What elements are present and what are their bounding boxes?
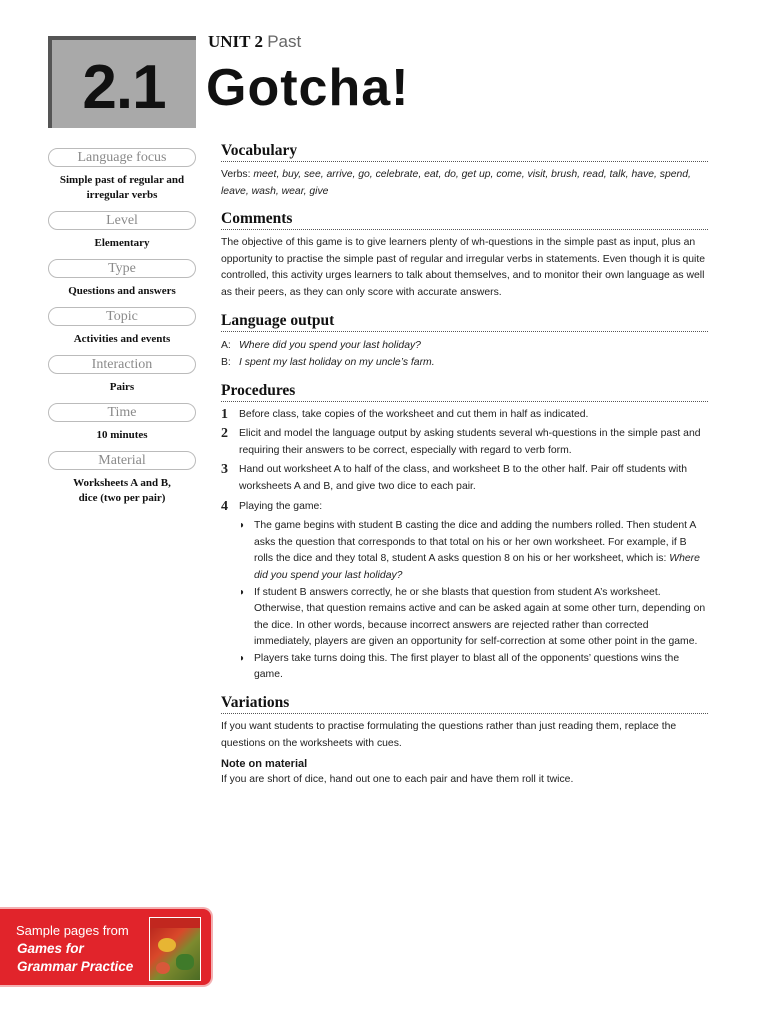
note-on-material-text: If you are short of dice, hand out one to each pair and have them roll it twice. — [221, 774, 574, 786]
step-text: Playing the game: — [239, 500, 323, 512]
unit-topic: Past — [267, 32, 302, 51]
main-content — [221, 142, 708, 799]
banner-book-title-2: Grammar Practice — [17, 959, 134, 974]
language-output-section — [221, 312, 708, 372]
dialogue-speaker: A: — [221, 339, 231, 351]
step-number: 1 — [221, 406, 228, 422]
sidebar-value-interaction: Pairs — [109, 381, 135, 393]
vocabulary-section — [221, 142, 708, 200]
procedure-bullet — [239, 518, 708, 584]
procedure-bullet — [239, 585, 708, 651]
book-cover-image — [149, 917, 201, 981]
dialogue-text: Where did you spend your last holiday? — [239, 339, 421, 351]
comments-text: The objective of this game is to give learners plenty of wh-questions in the simple past as input, plus an opportunity to practise the simple past of regular and irregular verbs in statements. Even though it is quite controlled, this activity urges learners to talk about themselves, and to monitor their own language as well as their peers, as they can only score with accurate answers. — [221, 237, 706, 298]
bullet-text: If student B answers correctly, he or she blasts that question from student A’s worksheet. Otherwise, that question remains active and can be asked again at some other turn, depending on the dice. In other words, because incorrect answers are rejected rather than corrected immediately, players are given an opportunity for self-correction at some other point in the game. — [254, 586, 706, 648]
banner-book-title-1: Games for — [17, 941, 84, 956]
unit-number: 2.1 — [82, 53, 166, 122]
vocabulary-heading: Vocabulary — [221, 142, 708, 162]
variations-section — [221, 694, 708, 789]
cover-art-shape — [156, 962, 170, 974]
half-circle-bullet-icon: ◗ — [239, 652, 246, 664]
sidebar-label-time: Time — [48, 403, 196, 422]
dialogue-text: I spent my last holiday on my uncle’s farm. — [239, 357, 435, 369]
activity-info-sidebar — [48, 148, 196, 514]
unit-heading — [208, 32, 301, 52]
cover-art-shape — [158, 938, 176, 952]
step-text: Elicit and model the language output by asking students several wh-questions in the simple past and requiring their answers to be correct, especially with regard to verb form. — [239, 428, 701, 456]
variations-text: If you want students to practise formulating the questions rather than just reading them, replace the questions on the worksheets with cues. — [221, 721, 677, 749]
sidebar-label-level: Level — [48, 211, 196, 230]
half-circle-bullet-icon: ◗ — [239, 520, 246, 532]
comments-section — [221, 210, 708, 301]
page-title: Gotcha! — [206, 59, 410, 117]
language-output-heading: Language output — [221, 312, 708, 332]
bullet-body: The game begins with student B casting the dice and adding the numbers rolled. Then student A asks the question that corresponds to that total on his or her own worksheet. For example, if B rolls the dice and they total 8, student A asks question 8 on his or her worksheet, which is: — [254, 520, 696, 565]
procedure-step — [221, 499, 708, 516]
procedure-bullet — [239, 651, 708, 684]
bullet-text: Players take turns doing this. The first player to blast all of the opponents’ questions wins the game. — [254, 652, 680, 681]
procedures-heading: Procedures — [221, 382, 708, 402]
banner-line-1: Sample pages from — [16, 923, 129, 938]
sidebar-value-language-focus: Simple past of regular and irregular verbs — [59, 174, 185, 201]
step-number: 4 — [221, 498, 228, 514]
sidebar-value-material: Worksheets A and B, dice (two per pair) — [73, 477, 171, 504]
step-number: 3 — [221, 462, 228, 478]
sidebar-label-material: Material — [48, 451, 196, 470]
note-on-material-heading: Note on material — [221, 758, 308, 771]
vocabulary-text — [221, 167, 708, 200]
procedure-step — [221, 407, 708, 424]
sample-pages-banner[interactable] — [0, 907, 213, 987]
variations-heading: Variations — [221, 694, 708, 714]
vocabulary-prefix: Verbs: — [221, 169, 254, 180]
sidebar-value-level: Elementary — [94, 237, 150, 249]
cover-top-bar — [150, 918, 200, 928]
dialogue-line — [221, 337, 708, 355]
sidebar-value-topic: Activities and events — [73, 333, 171, 345]
unit-label: UNIT 2 — [208, 32, 263, 51]
step-number: 2 — [221, 426, 228, 442]
sidebar-label-type: Type — [48, 259, 196, 278]
unit-number-box — [48, 36, 196, 128]
vocabulary-list: meet, buy, see, arrive, go, celebrate, eat, do, get up, come, visit, brush, read, talk, have, spend, leave, wash, wear, give — [221, 169, 691, 197]
dialogue-line — [221, 354, 708, 372]
sidebar-label-topic: Topic — [48, 307, 196, 326]
procedure-step — [221, 462, 708, 495]
sidebar-value-time: 10 minutes — [96, 429, 148, 441]
comments-heading: Comments — [221, 210, 708, 230]
sidebar-label-interaction: Interaction — [48, 355, 196, 374]
procedures-section — [221, 382, 708, 685]
sidebar-label-language-focus: Language focus — [48, 148, 196, 167]
half-circle-bullet-icon: ◗ — [239, 586, 246, 598]
bullet-example: Where did you spend your last holiday? — [254, 553, 700, 581]
cover-art-shape — [176, 954, 194, 970]
bullet-text — [254, 518, 708, 584]
step-text: Hand out worksheet A to half of the class, and worksheet B to the other half. Pair off students with worksheets A and B, and give two dice to each pair. — [239, 464, 688, 492]
step-text: Before class, take copies of the worksheet and cut them in half as indicated. — [239, 408, 589, 420]
sidebar-value-type: Questions and answers — [68, 285, 176, 297]
procedure-step — [221, 426, 708, 459]
dialogue-speaker: B: — [221, 357, 231, 369]
